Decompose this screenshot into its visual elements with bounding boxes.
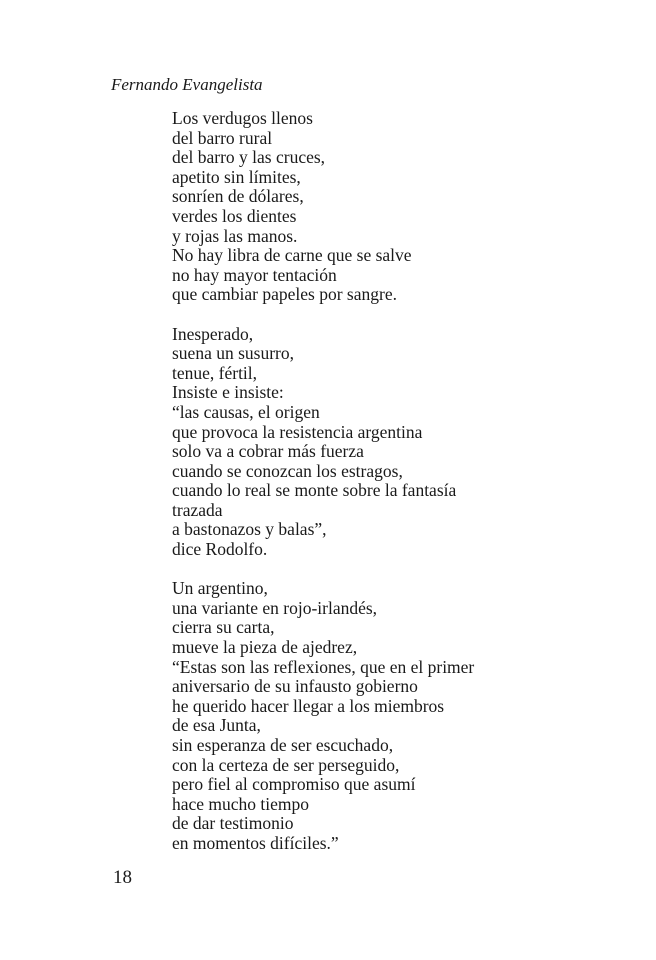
poem-line: solo va a cobrar más fuerza: [172, 441, 364, 462]
poem-line: a bastonazos y balas”,: [172, 519, 327, 540]
poem-line: una variante en rojo-irlandés,: [172, 597, 378, 618]
poem-line: cierra su carta,: [172, 617, 275, 638]
poem-line: cuando se conozcan los estragos,: [172, 460, 403, 481]
poem-line: trazada: [172, 499, 223, 520]
poem-line: verdes los dientes: [172, 205, 297, 226]
poem-line: cuando lo real se monte sobre la fantasía: [172, 480, 457, 501]
poem-line: he querido hacer llegar a los miembros: [172, 695, 445, 716]
poem-line: en momentos difíciles.”: [172, 832, 339, 853]
poem-line: sonríen de dólares,: [172, 186, 304, 207]
poem-line: con la certeza de ser perseguido,: [172, 754, 400, 775]
poem-line: Inesperado,: [172, 323, 254, 344]
poem-line: hace mucho tiempo: [172, 793, 310, 814]
poem-line: “las causas, el origen: [172, 401, 320, 422]
poem-line: aniversario de su infausto gobierno: [172, 676, 418, 697]
poem-line: no hay mayor tentación: [172, 264, 337, 285]
poem-line: que cambiar papeles por sangre.: [172, 284, 397, 305]
poem-line: suena un susurro,: [172, 343, 294, 364]
poem-line: de esa Junta,: [172, 715, 261, 736]
poem-line: del barro rural: [172, 127, 273, 148]
poem-line: “Estas son las reflexiones, que en el primer: [172, 656, 475, 677]
poem-line: apetito sin límites,: [172, 166, 301, 187]
poem-line: pero fiel al compromiso que asumí: [172, 774, 416, 795]
poem-line: y rojas las manos.: [172, 225, 298, 246]
poem-stanza: [172, 109, 632, 305]
poem-line: Los verdugos llenos: [172, 108, 313, 128]
poem-line: del barro y las cruces,: [172, 147, 326, 168]
poem-line: No hay libra de carne que se salve: [172, 245, 412, 266]
running-head-author: Fernando Evangelista: [111, 75, 263, 94]
poem-line: Un argentino,: [172, 578, 268, 599]
page-number: 18: [113, 867, 132, 888]
poem-line: sin esperanza de ser escuchado,: [172, 735, 394, 755]
poem-line: de dar testimonio: [172, 813, 294, 834]
poem-line: tenue, fértil,: [172, 362, 258, 383]
poem-stanza: [172, 325, 632, 560]
poem-line: dice Rodolfo.: [172, 539, 268, 560]
poem-line: mueve la pieza de ajedrez,: [172, 637, 358, 658]
poem-body: [172, 109, 632, 854]
poem-line: que provoca la resistencia argentina: [172, 421, 423, 442]
poem-line: Insiste e insiste:: [172, 382, 284, 403]
poem-stanza: [172, 579, 632, 853]
